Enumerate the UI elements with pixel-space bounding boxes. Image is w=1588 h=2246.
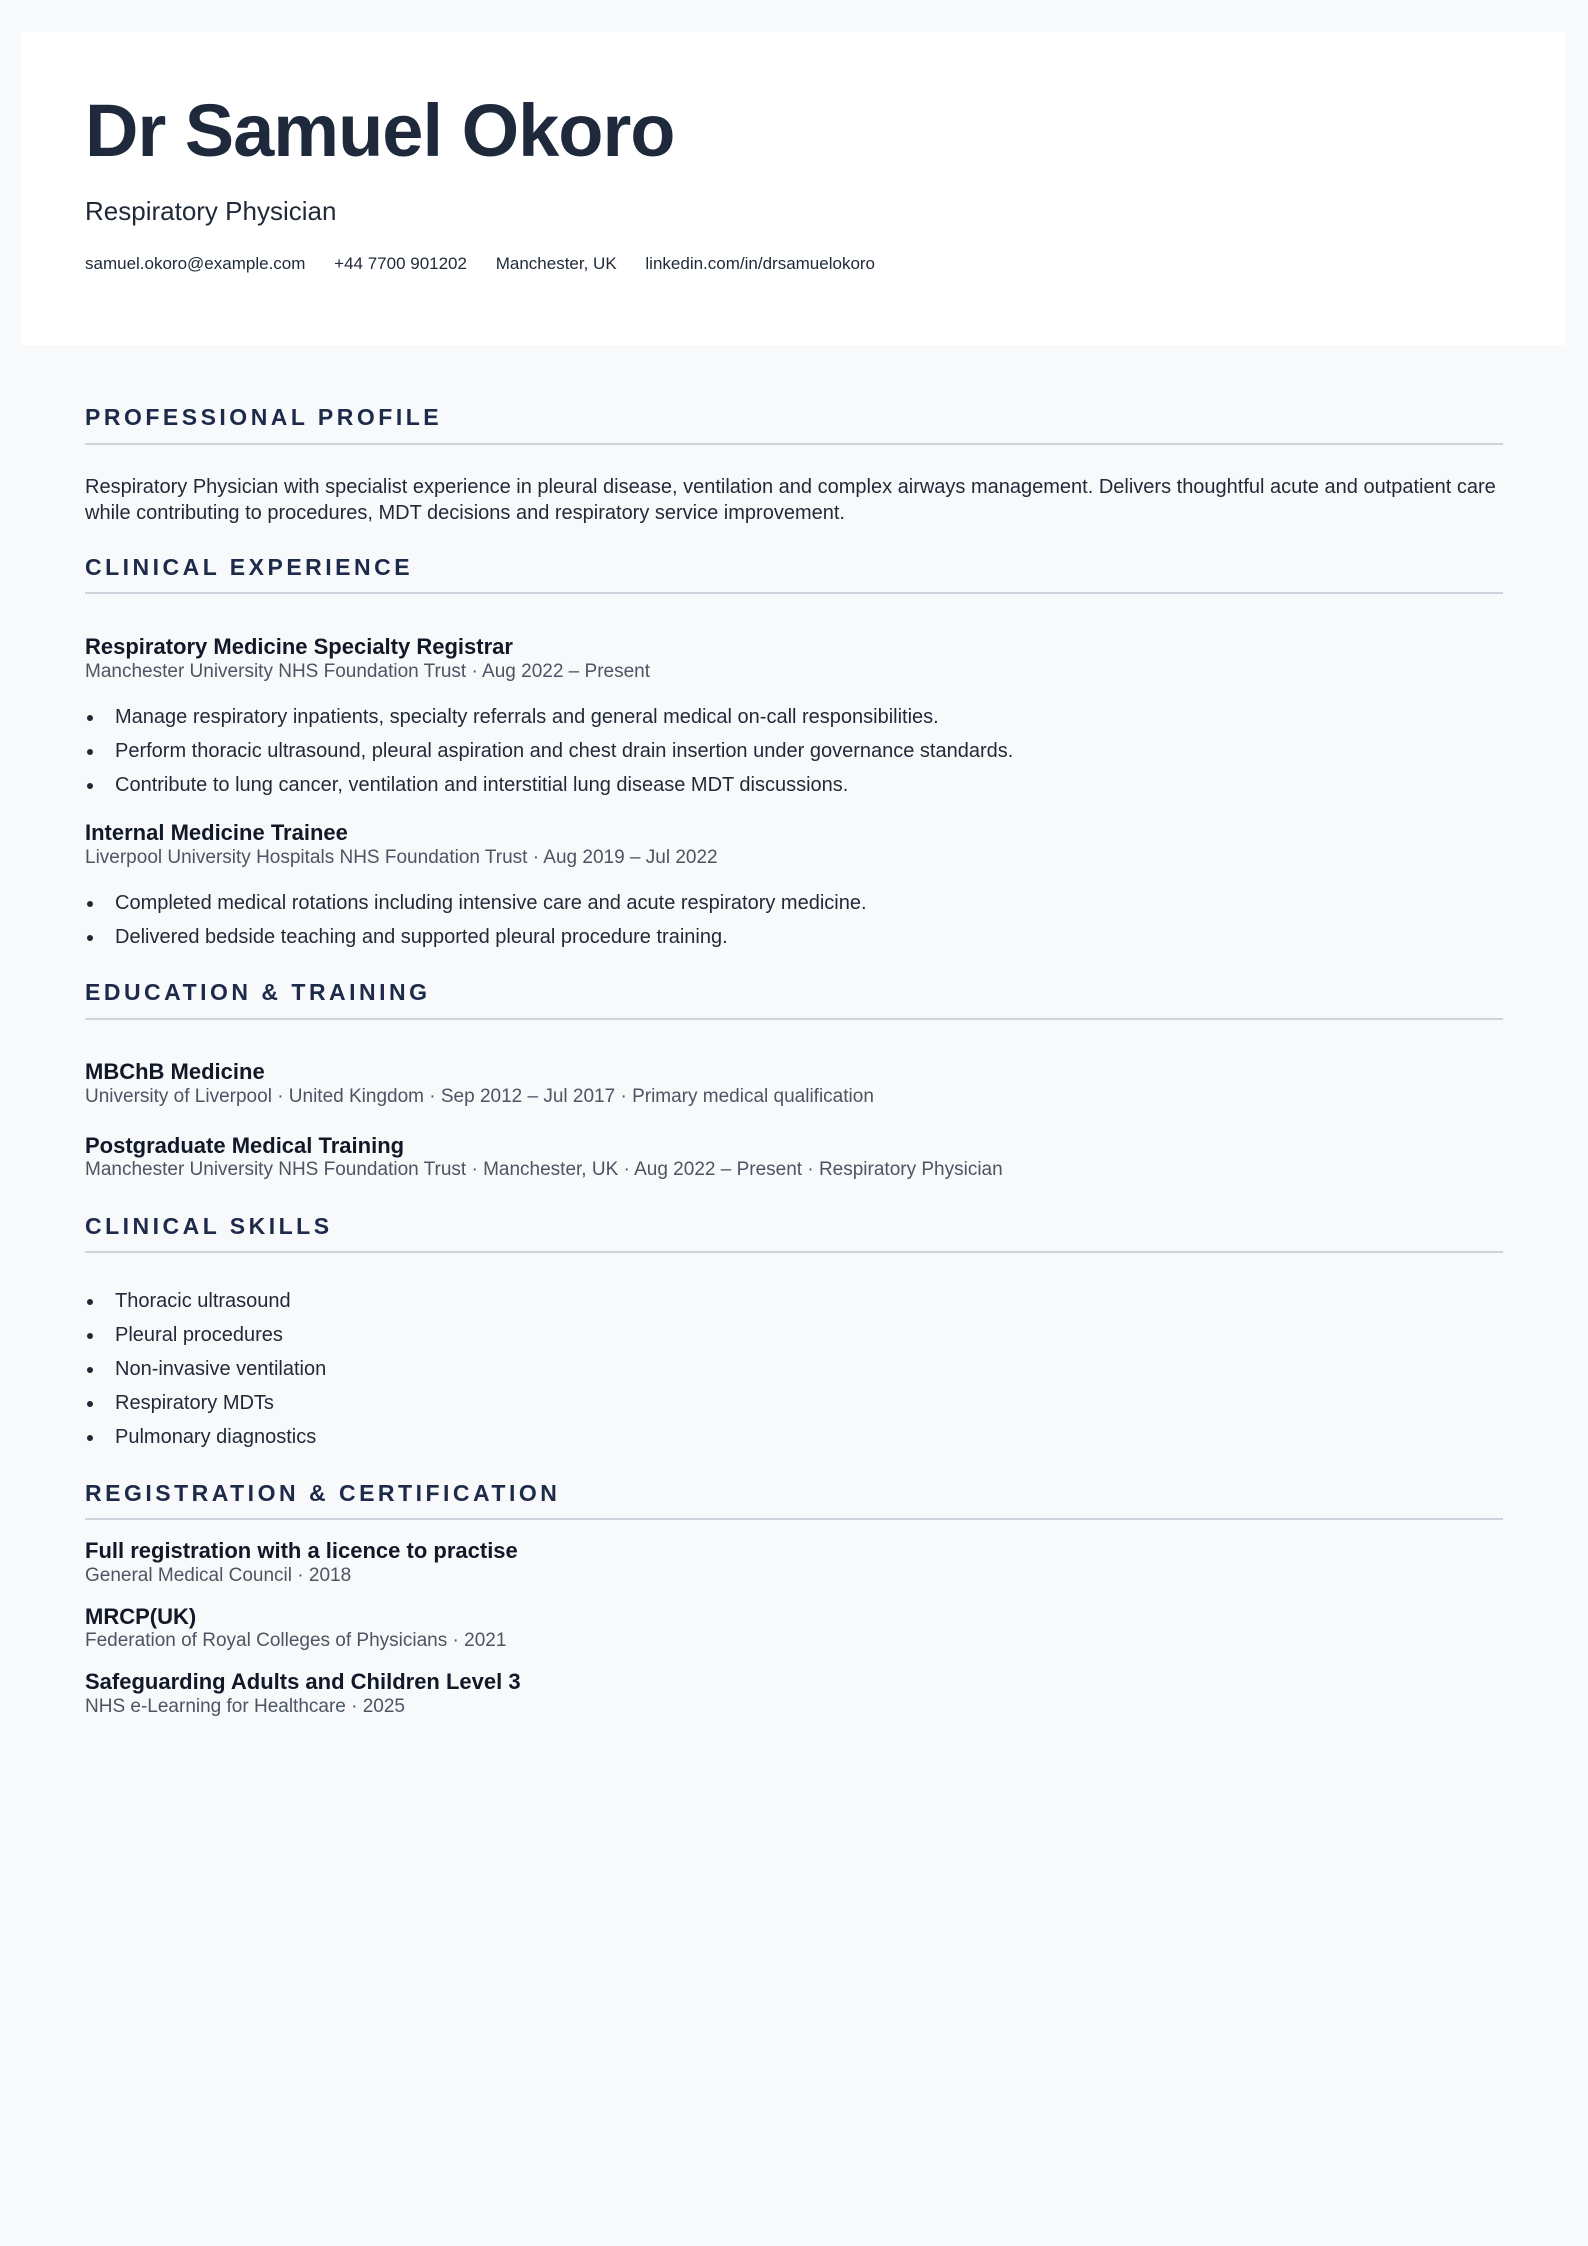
job-title: Internal Medicine Trainee (85, 820, 348, 845)
education-title: MBChB Medicine (85, 1059, 265, 1084)
contact-location: Manchester, UK (495, 254, 617, 273)
contact-phone[interactable]: +44 7700 901202 (334, 254, 467, 273)
list-item: Completed medical rotations including intensive care and acute respiratory medicine. (85, 886, 867, 920)
certification-meta: General Medical Council · 2018 (85, 1565, 352, 1586)
certification-meta: NHS e-Learning for Healthcare · 2025 (85, 1696, 406, 1717)
section-heading-profile: PROFESSIONAL PROFILE (85, 404, 443, 430)
profile-summary: Respiratory Physician with specialist experience in pleural disease, ventilation and complex airways management. Delivers thoughtful acute and outpatient care while contributing to procedures, MDT decisions and respiratory service improvement. (85, 476, 1496, 524)
section-heading-education: EDUCATION & TRAINING (85, 979, 431, 1005)
section-divider (85, 1018, 1503, 1020)
list-item: Delivered bedside teaching and supported pleural procedure training. (85, 920, 867, 954)
list-item: Manage respiratory inpatients, specialty referrals and general medical on-call responsibilities. (85, 700, 1013, 734)
list-item: Perform thoracic ultrasound, pleural aspiration and chest drain insertion under governance standards. (85, 734, 1013, 768)
skill-item: Non-invasive ventilation (85, 1352, 326, 1386)
section-heading-experience: CLINICAL EXPERIENCE (85, 554, 414, 580)
section-divider (85, 1251, 1503, 1253)
skill-item: Pleural procedures (85, 1318, 326, 1352)
contact-line (85, 254, 899, 274)
job-title: Respiratory Medicine Specialty Registrar (85, 634, 513, 659)
certification-title: Full registration with a licence to practise (85, 1538, 518, 1563)
certification-meta: Federation of Royal Colleges of Physicians · 2021 (85, 1630, 507, 1651)
education-meta: University of Liverpool · United Kingdom · Sep 2012 – Jul 2017 · Primary medical qualification (85, 1086, 874, 1107)
section-divider (85, 1518, 1503, 1520)
resume-header (21, 32, 1566, 345)
skills-list (85, 1284, 326, 1454)
section-divider (85, 443, 1503, 445)
skill-item: Respiratory MDTs (85, 1386, 326, 1420)
job-meta: Liverpool University Hospitals NHS Foundation Trust · Aug 2019 – Jul 2022 (85, 847, 718, 868)
job-meta: Manchester University NHS Foundation Trust · Aug 2022 – Present (85, 661, 650, 682)
list-item: Contribute to lung cancer, ventilation and interstitial lung disease MDT discussions. (85, 768, 1013, 802)
section-heading-skills: CLINICAL SKILLS (85, 1213, 333, 1239)
job-bullets (85, 700, 1013, 802)
contact-email[interactable]: samuel.okoro@example.com (85, 254, 306, 273)
candidate-title: Respiratory Physician (85, 196, 337, 226)
education-title: Postgraduate Medical Training (85, 1133, 405, 1158)
skill-item: Thoracic ultrasound (85, 1284, 326, 1318)
contact-linkedin[interactable]: linkedin.com/in/drsamuelokoro (645, 254, 876, 273)
certification-title: MRCP(UK) (85, 1604, 197, 1629)
section-heading-certifications: REGISTRATION & CERTIFICATION (85, 1480, 561, 1506)
certification-title: Safeguarding Adults and Children Level 3 (85, 1669, 521, 1694)
job-bullets (85, 886, 867, 954)
skill-item: Pulmonary diagnostics (85, 1420, 326, 1454)
education-meta: Manchester University NHS Foundation Trust · Manchester, UK · Aug 2022 – Present · Respiratory Physician (85, 1159, 1003, 1180)
candidate-name: Dr Samuel Okoro (85, 89, 675, 172)
section-divider (85, 592, 1503, 594)
